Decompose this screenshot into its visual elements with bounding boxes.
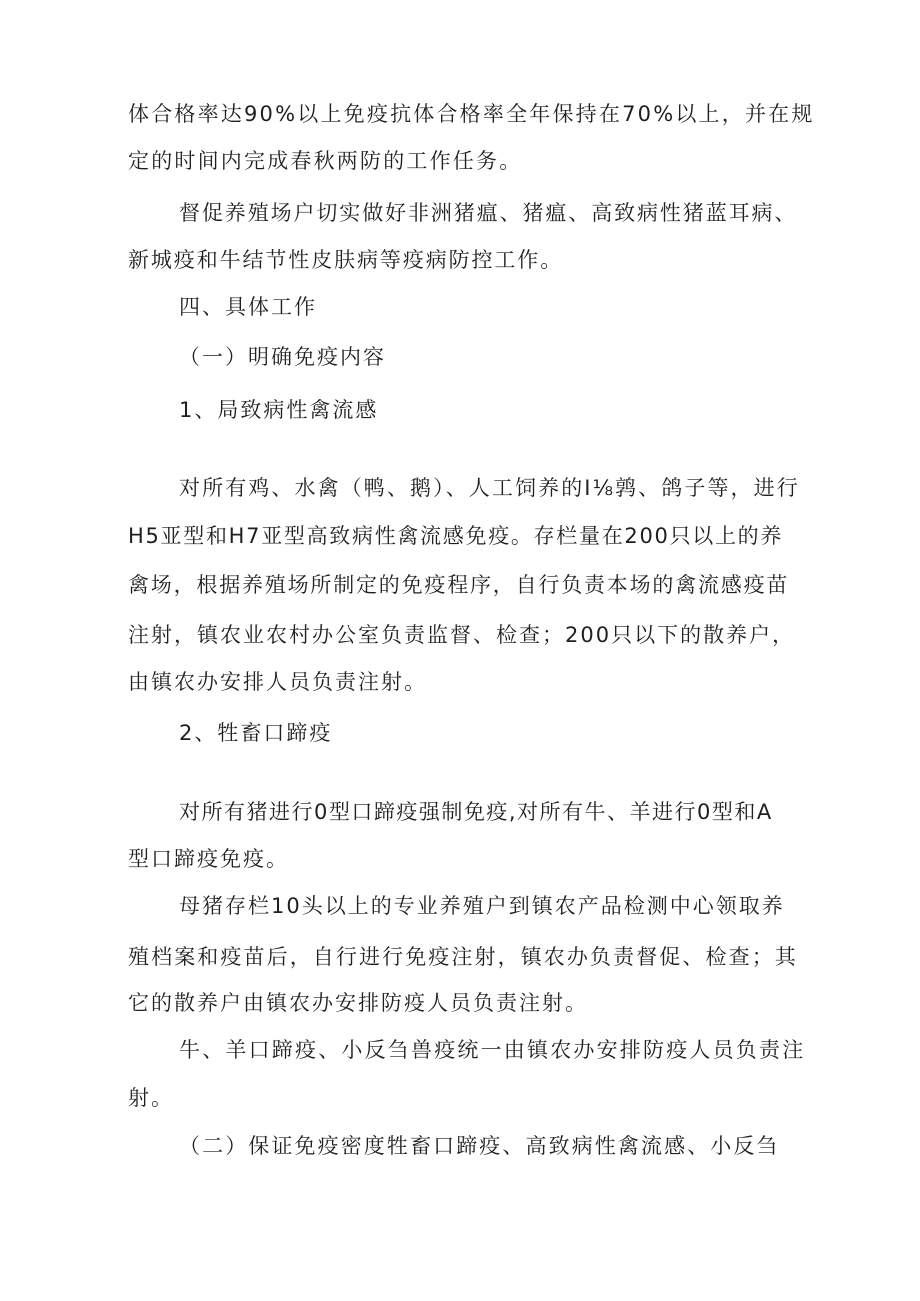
text-line: 型口蹄疫免疫。 [128, 847, 289, 871]
subsection-heading: （一）明确免疫内容 [179, 345, 386, 369]
text-line: H5亚型和H7亚型高致病性禽流感免疫。存栏量在200只以上的养 [128, 524, 784, 548]
subsection-heading: （二）保证免疫密度牲畜口蹄疫、高致病性禽流感、小反刍 [179, 1134, 780, 1158]
item-heading: 2、牲畜口蹄疫 [179, 721, 333, 745]
text-line: 由镇农办安排人员负责注射。 [128, 670, 427, 694]
item-heading: 1、局致病性禽流感 [179, 398, 379, 422]
text-line: 对所有鸡、水禽（鸭、鹅）、人工饲养的I⅛鹑、鸽子等，进行 [179, 476, 800, 500]
text-line: 射。 [128, 1086, 174, 1110]
text-line: 牛、羊口蹄疫、小反刍兽疫统一由镇农办安排防疫人员负责注 [179, 1038, 806, 1062]
text-line: 定的时间内完成春秋两防的工作任务。 [128, 149, 523, 173]
text-line: 督促养殖场户切实做好非洲猪瘟、猪瘟、高致病性猪蓝耳病、 [179, 201, 798, 225]
text-line: 体合格率达90%以上免疫抗体合格率全年保持在70%以上，并在规 [128, 102, 815, 126]
text-line: 殖档案和疫苗后，自行进行免疫注射，镇农办负责督促、检查；其 [128, 945, 798, 969]
text-line: 注射，镇农业农村办公室负责监督、检查；200只以下的散养户， [128, 623, 796, 647]
text-line: 它的散养户由镇农办安排防疫人员负责注射。 [128, 991, 588, 1015]
text-line: 对所有猪进行0型口蹄疫强制免疫,对所有牛、羊进行0型和A [179, 800, 773, 824]
text-line: 母猪存栏10头以上的专业养殖户到镇农产品检测中心领取养 [179, 894, 785, 918]
text-line: 禽场，根据养殖场所制定的免疫程序，自行负责本场的禽流感疫苗 [128, 573, 790, 597]
section-heading: 四、具体工作 [179, 295, 317, 319]
text-line: 新城疫和牛结节性皮肤病等疫病防控工作。 [128, 248, 564, 272]
